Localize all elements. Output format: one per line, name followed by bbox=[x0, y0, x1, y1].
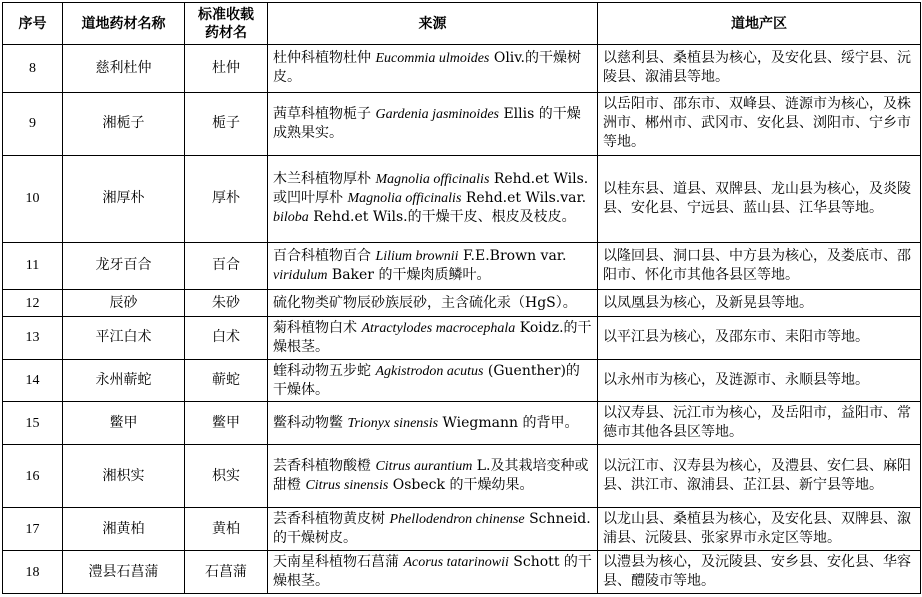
table-row bbox=[3, 445, 921, 508]
source-text bbox=[268, 316, 598, 359]
source-segment: 木兰科植物厚朴 bbox=[273, 171, 376, 188]
latin-name: Magnolia officinalis bbox=[347, 191, 462, 207]
table-row bbox=[3, 551, 921, 594]
source-segment: Koidz.的干燥根茎。 bbox=[273, 319, 592, 355]
latin-name: Atractylodes macrocephala bbox=[361, 320, 516, 336]
standard-name: 黄柏 bbox=[185, 508, 268, 551]
latin-name: Lilium brownii bbox=[375, 248, 459, 264]
source-segment: 鳖科动物鳖 bbox=[273, 414, 348, 431]
standard-name: 枳实 bbox=[185, 445, 268, 508]
area-text: 以慈利县、桑植县为核心，及安化县、绥宁县、沅陵县、溆浦县等地。 bbox=[598, 45, 921, 93]
table-body bbox=[3, 45, 921, 594]
area-text: 以永州市为核心，及涟源市、永顺县等地。 bbox=[598, 359, 921, 402]
source-segment: 芸香科植物酸橙 bbox=[273, 458, 376, 475]
header-area: 道地产区 bbox=[598, 3, 921, 45]
row-no: 11 bbox=[3, 242, 63, 290]
latin-name: Acorus tatarinowii bbox=[403, 555, 509, 571]
source-text bbox=[268, 242, 598, 290]
herb-name: 慈利杜仲 bbox=[63, 45, 185, 93]
table-row bbox=[3, 359, 921, 402]
standard-name: 白术 bbox=[185, 316, 268, 359]
standard-name: 栀子 bbox=[185, 92, 268, 155]
area-text: 以汉寿县、沅江市为核心，及岳阳市，益阳市、常德市其他各县区等地。 bbox=[598, 402, 921, 445]
source-segment: Wiegmann 的背甲。 bbox=[438, 414, 579, 431]
area-text: 以岳阳市、邵东市、双峰县、涟源市为核心，及株洲市、郴州市、武冈市、安化县、浏阳市、宁乡市等地。 bbox=[598, 92, 921, 155]
source-segment: (Guenther)的干燥体。 bbox=[273, 362, 580, 398]
table-row bbox=[3, 402, 921, 445]
header-standard-line2: 药材名 bbox=[205, 24, 247, 41]
herb-name: 湘厚朴 bbox=[63, 156, 185, 243]
source-text bbox=[268, 92, 598, 155]
source-segment: Schott 的干燥根茎。 bbox=[273, 554, 592, 590]
area-text: 以隆回县、洞口县、中方县为核心，及娄底市、邵阳市、怀化市其他各县区等地。 bbox=[598, 242, 921, 290]
herb-name: 湘黄柏 bbox=[63, 508, 185, 551]
standard-name: 百合 bbox=[185, 242, 268, 290]
row-no: 9 bbox=[3, 92, 63, 155]
area-text: 以沅江市、汉寿县为核心，及澧县、安仁县、麻阳县、洪江市、溆浦县、芷江县、新宁县等地。 bbox=[598, 445, 921, 508]
latin-name: viridulum bbox=[273, 267, 328, 283]
area-text: 以桂东县、道县、双牌县、龙山县为核心，及炎陵县、安化县、宁远县、蓝山县、江华县等地。 bbox=[598, 156, 921, 243]
header-standard bbox=[185, 3, 268, 45]
standard-name: 石菖蒲 bbox=[185, 551, 268, 594]
header-no: 序号 bbox=[3, 3, 63, 45]
header-source: 来源 bbox=[268, 3, 598, 45]
row-no: 10 bbox=[3, 156, 63, 243]
table-row bbox=[3, 290, 921, 316]
source-segment: 天南星科植物石菖蒲 bbox=[273, 554, 404, 571]
latin-name: Eucommia ulmoides bbox=[375, 51, 490, 67]
area-text: 以平江县为核心，及邵东市、耒阳市等地。 bbox=[598, 316, 921, 359]
area-text: 以龙山县、桑植县为核心，及安化县、双牌县、溆浦县、沅陵县、张家界市永定区等地。 bbox=[598, 508, 921, 551]
row-no: 16 bbox=[3, 445, 63, 508]
herb-table bbox=[2, 2, 921, 594]
source-text bbox=[268, 290, 598, 316]
row-no: 8 bbox=[3, 45, 63, 93]
source-segment: Ellis 的干燥成熟果实。 bbox=[273, 105, 581, 141]
source-segment: Rehd.et Wils.var. bbox=[461, 190, 587, 207]
source-text bbox=[268, 359, 598, 402]
source-segment: 芸香科植物黄皮树 bbox=[273, 511, 390, 528]
source-text bbox=[268, 156, 598, 243]
table-row bbox=[3, 316, 921, 359]
standard-name: 鳖甲 bbox=[185, 402, 268, 445]
source-segment: 蝰科动物五步蛇 bbox=[273, 362, 376, 379]
latin-name: Citrus aurantium bbox=[375, 459, 473, 475]
row-no: 15 bbox=[3, 402, 63, 445]
herb-name: 龙牙百合 bbox=[63, 242, 185, 290]
row-no: 18 bbox=[3, 551, 63, 594]
herb-name: 澧县石菖蒲 bbox=[63, 551, 185, 594]
source-text bbox=[268, 508, 598, 551]
source-segment: F.E.Brown var. bbox=[458, 247, 567, 264]
table-row bbox=[3, 92, 921, 155]
latin-name: Magnolia officinalis bbox=[375, 172, 490, 188]
source-segment: Schneid.的干燥树皮。 bbox=[273, 511, 591, 547]
header-row bbox=[3, 3, 921, 45]
source-segment: Oliv.的干燥树皮。 bbox=[273, 50, 581, 86]
latin-name: Agkistrodon acutus bbox=[375, 363, 484, 379]
area-text: 以澧县为核心，及沅陵县、安乡县、安化县、华容县、醴陵市等地。 bbox=[598, 551, 921, 594]
header-standard-line1: 标准收载 bbox=[198, 6, 254, 23]
latin-name: Gardenia jasminoides bbox=[375, 106, 499, 122]
source-segment: Rehd.et Wils.的干燥干皮、根皮及枝皮。 bbox=[308, 209, 576, 226]
herb-name: 平江白术 bbox=[63, 316, 185, 359]
source-segment: 硫化物类矿物辰砂族辰砂，主含硫化汞（HgS）。 bbox=[273, 294, 577, 311]
table-row bbox=[3, 508, 921, 551]
table-row bbox=[3, 156, 921, 243]
herb-name: 湘枳实 bbox=[63, 445, 185, 508]
source-segment: Rehd.et Wils.或凹叶厚朴 bbox=[273, 171, 589, 207]
area-text: 以凤凰县为核心，及新晃县等地。 bbox=[598, 290, 921, 316]
row-no: 17 bbox=[3, 508, 63, 551]
standard-name: 朱砂 bbox=[185, 290, 268, 316]
source-segment: Baker 的干燥肉质鳞叶。 bbox=[327, 266, 491, 283]
source-segment: L.及其栽培变种或甜橙 bbox=[273, 458, 589, 494]
row-no: 13 bbox=[3, 316, 63, 359]
source-text bbox=[268, 45, 598, 93]
source-segment: 百合科植物百合 bbox=[273, 247, 376, 264]
herb-name: 辰砂 bbox=[63, 290, 185, 316]
herb-name: 湘栀子 bbox=[63, 92, 185, 155]
table-row bbox=[3, 45, 921, 93]
row-no: 12 bbox=[3, 290, 63, 316]
herb-name: 鳖甲 bbox=[63, 402, 185, 445]
standard-name: 蕲蛇 bbox=[185, 359, 268, 402]
table-row bbox=[3, 242, 921, 290]
standard-name: 杜仲 bbox=[185, 45, 268, 93]
standard-name: 厚朴 bbox=[185, 156, 268, 243]
source-text bbox=[268, 445, 598, 508]
latin-name: Trionyx sinensis bbox=[347, 415, 439, 431]
latin-name: Citrus sinensis bbox=[305, 478, 389, 494]
source-segment: Osbeck 的干燥幼果。 bbox=[388, 477, 534, 494]
header-name: 道地药材名称 bbox=[63, 3, 185, 45]
source-segment: 茜草科植物栀子 bbox=[273, 105, 376, 122]
source-text bbox=[268, 551, 598, 594]
row-no: 14 bbox=[3, 359, 63, 402]
source-segment: 菊科植物白术 bbox=[273, 319, 362, 336]
source-text bbox=[268, 402, 598, 445]
herb-name: 永州蕲蛇 bbox=[63, 359, 185, 402]
source-segment: 杜仲科植物杜仲 bbox=[273, 50, 376, 67]
latin-name: biloba bbox=[273, 210, 309, 226]
latin-name: Phellodendron chinense bbox=[389, 512, 525, 528]
